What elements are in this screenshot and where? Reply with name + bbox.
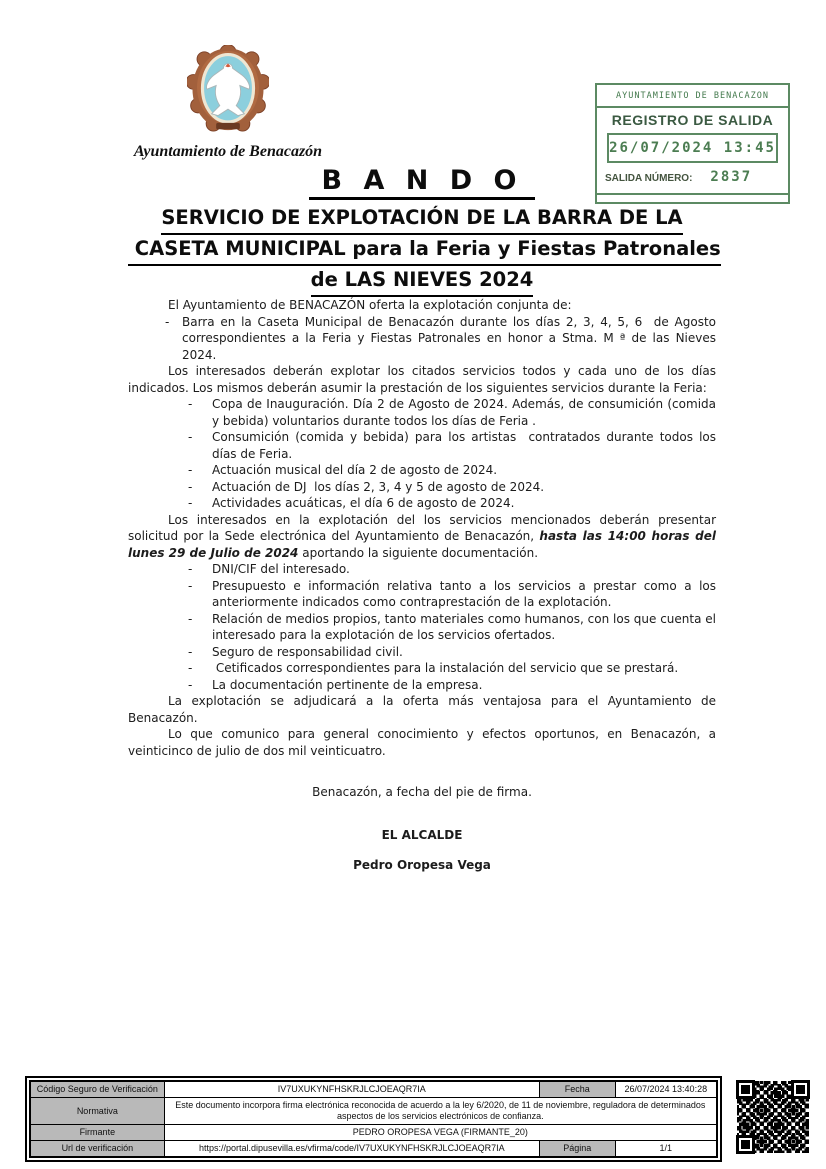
list-item: - Actividades acuáticas, el día 6 de agosto de 2024. — [128, 495, 716, 512]
list-item: - Relación de medios propios, tanto materiales como humanos, con los que cuenta el interesado para la explotación de los servicios ofertados. — [128, 611, 716, 644]
stamp-org-name: AYUNTAMIENTO DE BENACAZON — [597, 85, 788, 108]
url-value: https://portal.dipusevilla.es/vfirma/code/IV7UXUKYNFHSKRJLCJOEAQR7IA — [164, 1141, 539, 1158]
obligations-paragraph: Los interesados deberán explotar los citados servicios todos y cada uno de los días indicados. Los mismos deberán asumir la prestación de los siguientes servicios durante la Feria: — [128, 364, 720, 395]
list-item: - DNI/CIF del interesado. — [128, 561, 716, 578]
list-item: - La documentación pertinente de la empresa. — [128, 677, 716, 694]
application-text-pre: Los interesados en la explotación del los servicios mencionados deberán presentar solicitud por la Sede electrónica del Ayuntamiento de Benacazón, — [128, 512, 720, 543]
pagina-label: Página — [539, 1141, 615, 1158]
services-list — [128, 396, 720, 512]
csv-label: Código Seguro de Verificación — [30, 1081, 164, 1098]
table-row — [30, 1141, 717, 1158]
normativa-value: Este documento incorpora firma electrónica reconocida de acuerdo a la ley 6/2020, de 11 de noviembre, reguladora de determinados aspectos de los servicios electrónicos de confianza. — [164, 1098, 717, 1125]
url-label: Url de verificación — [30, 1141, 164, 1158]
signature-name: Pedro Oropesa Vega — [353, 858, 491, 872]
pagina-value: 1/1 — [615, 1141, 717, 1158]
table-row — [30, 1081, 717, 1098]
list-item: - Seguro de responsabilidad civil. — [128, 644, 716, 661]
table-row — [30, 1125, 717, 1141]
qr-finder-icon — [791, 1080, 810, 1099]
list-item: - Actuación musical del día 2 de agosto de 2024. — [128, 462, 716, 479]
award-paragraph: La explotación se adjudicará a la oferta más ventajosa para el Ayuntamiento de Benacazón. — [128, 694, 720, 725]
list-item: - Actuación de DJ los días 2, 3, 4 y 5 de agosto de 2024. — [128, 479, 716, 496]
verification-table — [29, 1080, 718, 1158]
table-row — [30, 1098, 717, 1125]
subtitle-line-2: CASETA MUNICIPAL para la Feria y Fiestas Patronales — [128, 235, 721, 266]
subtitle-line-1: SERVICIO DE EXPLOTACIÓN DE LA BARRA DE LA — [161, 204, 682, 235]
coat-of-arms-icon — [187, 45, 269, 137]
closing-paragraph: Lo que comunico para general conocimiento y efectos oportunos, en Benacazón, a veinticinco de julio de dos mil veinticuatro. — [128, 727, 720, 758]
offer-list — [128, 314, 720, 364]
seal-caption: Ayuntamiento de Benacazón — [133, 143, 323, 160]
document-title-text: B A N D O — [309, 165, 534, 200]
fecha-value: 26/07/2024 13:40:28 — [615, 1081, 717, 1098]
document-subtitle — [128, 204, 721, 297]
intro-paragraph: El Ayuntamiento de BENACAZÓN oferta la explotación conjunta de: — [168, 298, 572, 312]
municipal-seal — [128, 45, 328, 161]
csv-value: IV7UXUKYNFHSKRJLCJOEAQR7IA — [164, 1081, 539, 1098]
stamp-number-value: 2837 — [710, 169, 753, 185]
application-text-post: aportando la siguiente documentación. — [298, 545, 539, 560]
list-item: - Cetificados correspondientes para la instalación del servicio que se prestará. — [128, 660, 716, 677]
document-content — [128, 165, 721, 874]
verification-footer — [25, 1076, 722, 1162]
qr-finder-icon — [736, 1080, 755, 1099]
subtitle-line-3: de LAS NIEVES 2024 — [311, 266, 534, 297]
deadline-text: hasta las 14:00 horas del lunes 29 de Julio de 2024 — [128, 529, 721, 560]
stamp-number-label: SALIDA NÚMERO: — [605, 173, 693, 184]
normativa-label: Normativa — [30, 1098, 164, 1125]
documentation-list — [128, 561, 720, 693]
application-paragraph — [128, 512, 721, 562]
document-title — [128, 165, 716, 200]
list-item: - Consumición (comida y bebida) para los artistas contratados durante todos los días de Feria. — [128, 429, 716, 462]
place-date-line: Benacazón, a fecha del pie de firma. — [312, 785, 532, 799]
firmante-value: PEDRO OROPESA VEGA (FIRMANTE_20) — [164, 1125, 717, 1141]
list-item: - Presupuesto e información relativa tanto a los servicios a prestar como a los anteriormente indicados como contraprestación de la explotación. — [128, 578, 716, 611]
fecha-label: Fecha — [539, 1081, 615, 1098]
signature-title: EL ALCALDE — [381, 827, 463, 842]
list-item: - Copa de Inauguración. Día 2 de Agosto de 2024. Además, de consumición (comida y bebida) voluntarios durante todos los días de Feria . — [128, 396, 716, 429]
list-item: - Barra en la Caseta Municipal de Benacazón durante los días 2, 3, 4, 5, 6 de Agosto correspondientes a la Feria y Fiestas Patronales en honor a Stma. M ª de las Nieves 2024. — [128, 314, 716, 364]
stamp-registry-title: REGISTRO DE SALIDA — [611, 112, 774, 128]
qr-code — [733, 1077, 813, 1157]
firmante-label: Firmante — [30, 1125, 164, 1141]
stamp-datetime: 26/07/2024 13:45 — [607, 133, 778, 163]
qr-finder-icon — [736, 1135, 755, 1154]
